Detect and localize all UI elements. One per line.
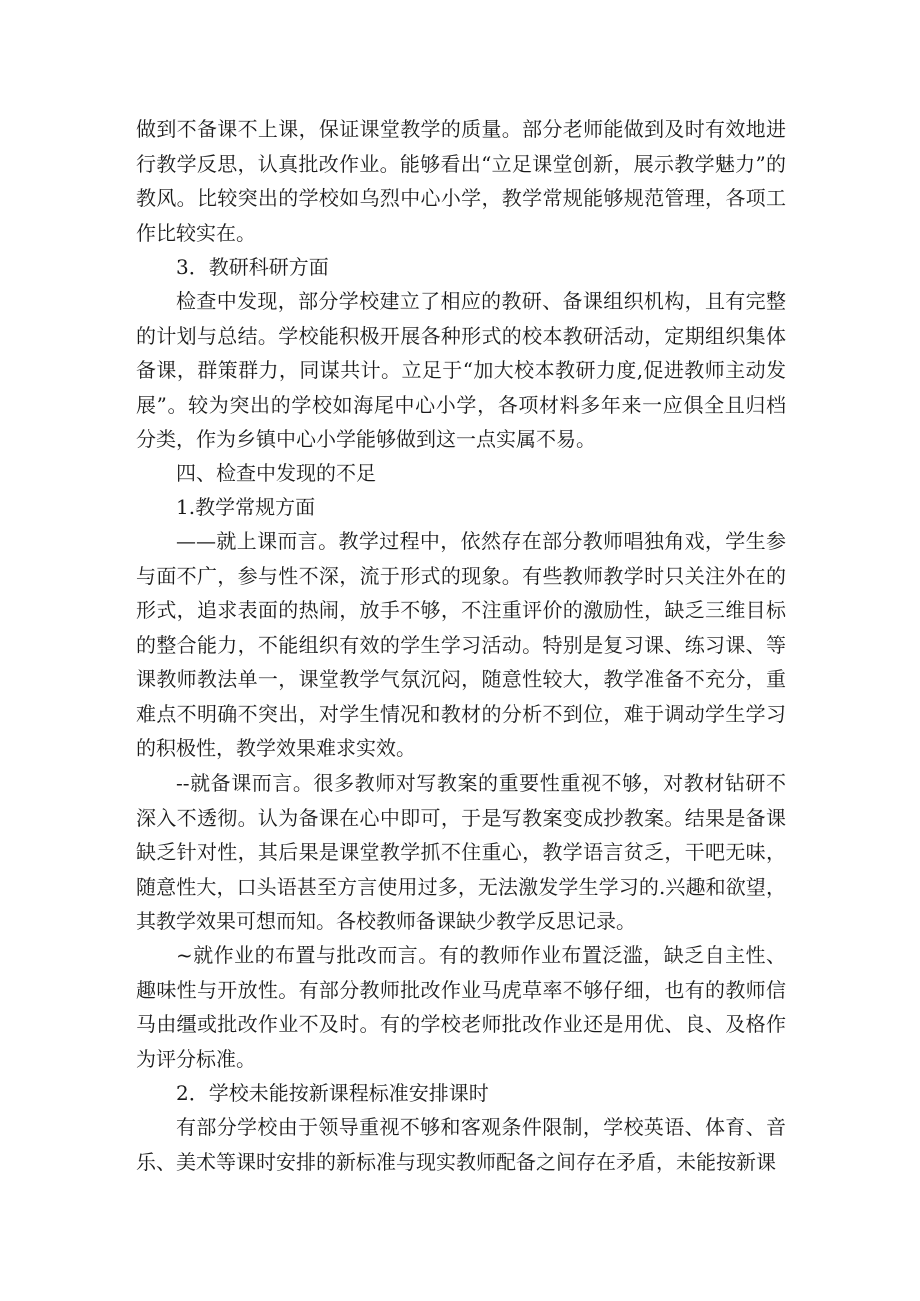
heading-teaching-routine: 1.教学常规方面: [176, 495, 316, 519]
paragraph-lesson-prep: --就备课而言。很多教师对写教案的重要性重视不够，对教材钻研不深入不透彻。认为备课在心中即可，于是写教案变成抄教案。结果是备课缺乏针对性，其后果是课堂教学抓不住重心，教学语言贫乏，干吧无味，随意性大，口头语甚至方言使用过多，无法激发学生学习的.兴趣和欲望，其教学效果可想而知。各校教师备课缺少教学反思记录。: [136, 771, 786, 933]
heading-schedule: 2．学校未能按新课程标准安排课时: [176, 1081, 489, 1105]
paragraph-classes: ——就上课而言。教学过程中，依然存在部分教师唱独角戏，学生参与面不广，参与性不深，流于形式的现象。有些教师教学时只关注外在的形式，追求表面的热闹，放手不够，不注重评价的激励性，缺乏三维目标的整合能力，不能组织有效的学生学习活动。特别是复习课、练习课、等课教师教法单一，课堂教学气氛沉闷，随意性较大，教学准备不充分，重难点不明确不突出，对学生情况和教材的分析不到位，难于调动学生学习的积极性，教学效果难求实效。: [136, 529, 786, 760]
paragraph-teaching-quality: 做到不备课不上课，保证课堂教学的质量。部分老师能做到及时有效地进行教学反思，认真批改作业。能够看出“立足课堂创新，展示教学魅力”的教风。比较突出的学校如乌烈中心小学，教学常规能够规范管理，各项工作比较实在。: [136, 117, 786, 245]
heading-research: 3．教研科研方面: [176, 255, 329, 279]
paragraph-research: 检查中发现，部分学校建立了相应的教研、备课组织机构，且有完整的计划与总结。学校能积极开展各种形式的校本教研活动，定期组织集体备课，群策群力，同谋共计。立足于“加大校本教研力度,促进教师主动发展”。较为突出的学校如海尾中心小学，各项材料多年来一应俱全且归档分类，作为乡镇中心小学能够做到这一点实属不易。: [136, 289, 786, 451]
heading-shortcomings: 四、检查中发现的不足: [176, 461, 376, 485]
paragraph-schedule: 有部分学校由于领导重视不够和客观条件限制，学校英语、体育、音乐、美术等课时安排的新标准与现实教师配备之间存在矛盾，未能按新课: [136, 1115, 786, 1174]
paragraph-homework: ~就作业的布置与批改而言。有的教师作业布置泛滥，缺乏自主性、趣味性与开放性。有部分教师批改作业马虎草率不够仔细，也有的教师信马由缰或批改作业不及时。有的学校老师批改作业还是用优、良、及格作为评分标准。: [136, 943, 786, 1071]
